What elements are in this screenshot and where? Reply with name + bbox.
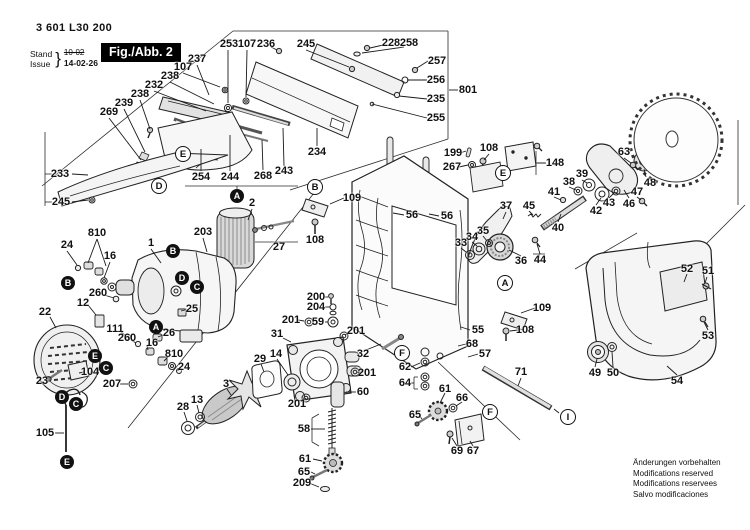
part-label-58: 58 <box>297 423 311 435</box>
part-label-3: 3 <box>222 378 230 390</box>
part-label-801: 801 <box>458 84 478 96</box>
part-label-200: 200 <box>306 291 326 303</box>
part-label-28: 28 <box>176 401 190 413</box>
part-label-52: 52 <box>680 263 694 275</box>
part-label-267: 267 <box>442 161 462 173</box>
part-label-244: 244 <box>220 171 240 183</box>
part-label-57: 57 <box>478 348 492 360</box>
leader-line <box>72 174 88 175</box>
part-label-2: 2 <box>248 197 256 209</box>
ref-badge-F-outline: F <box>482 404 498 420</box>
ref-badge-E-outline: E <box>175 146 191 162</box>
part-label-54: 54 <box>670 375 684 387</box>
part-label-260: 260 <box>117 332 137 344</box>
part-label-258: 258 <box>399 37 419 49</box>
part-label-257: 257 <box>427 55 447 67</box>
part-label-56: 56 <box>440 210 454 222</box>
part-label-71: 71 <box>514 366 528 378</box>
part-label-254: 254 <box>191 171 211 183</box>
part-label-268: 268 <box>253 170 273 182</box>
part-label-41: 41 <box>547 186 561 198</box>
part-label-107: 107 <box>173 61 193 73</box>
leader-line <box>262 140 263 170</box>
leader-line <box>109 118 141 160</box>
part-label-51: 51 <box>701 265 715 277</box>
ref-badge-E-outline: E <box>495 165 511 181</box>
saw-blade <box>630 94 722 186</box>
part-label-12: 12 <box>76 297 90 309</box>
part-label-104: 104 <box>80 366 100 378</box>
leader-line <box>88 305 96 315</box>
ref-badge-B-outline: B <box>307 179 323 195</box>
part-label-65: 65 <box>297 466 311 478</box>
part-label-49: 49 <box>588 367 602 379</box>
part-label-109: 109 <box>532 302 552 314</box>
part-label-201: 201 <box>346 325 366 337</box>
part-label-253: 253 <box>219 38 239 50</box>
part-label-14: 14 <box>269 348 283 360</box>
part-label-109: 109 <box>342 192 362 204</box>
part-label-68: 68 <box>465 338 479 350</box>
ref-badge-I-outline: I <box>560 409 576 425</box>
leader-line <box>554 409 559 413</box>
stamp-dates <box>64 48 98 69</box>
part-label-243: 243 <box>274 165 294 177</box>
part-label-69: 69 <box>450 445 464 457</box>
part-label-108: 108 <box>515 324 535 336</box>
part-label-26: 26 <box>162 327 176 339</box>
part-label-201: 201 <box>357 367 377 379</box>
part-label-61: 61 <box>298 453 312 465</box>
figure-number-box: Fig./Abb. 2 <box>101 43 181 62</box>
part-label-245: 245 <box>296 38 316 50</box>
stamp-labels <box>30 49 52 69</box>
part-label-31: 31 <box>270 328 284 340</box>
part-label-16: 16 <box>103 250 117 262</box>
part-label-255: 255 <box>426 112 446 124</box>
ref-badge-D-outline: D <box>151 178 167 194</box>
issue-date: 14-02-26 <box>63 58 98 68</box>
part-label-32: 32 <box>356 348 370 360</box>
ref-badge-B-filled: B <box>166 244 180 258</box>
part-label-45: 45 <box>522 200 536 212</box>
leader-line <box>468 354 478 357</box>
part-label-810: 810 <box>87 227 107 239</box>
revision-stamp <box>30 48 98 69</box>
part-label-239: 239 <box>114 97 134 109</box>
ref-badge-E-filled: E <box>88 349 102 363</box>
part-label-256: 256 <box>426 74 446 86</box>
part-label-13: 13 <box>190 394 204 406</box>
part-label-207: 207 <box>102 378 122 390</box>
part-label-36: 36 <box>514 255 528 267</box>
notice-line-fr: Modifications reservees <box>633 479 718 488</box>
part-label-24: 24 <box>60 239 74 251</box>
part-label-55: 55 <box>471 324 485 336</box>
part-label-44: 44 <box>533 254 547 266</box>
part-label-38: 38 <box>562 176 576 188</box>
blade-guard-assembly <box>586 241 716 380</box>
part-label-235: 235 <box>426 93 446 105</box>
ref-badge-C-filled: C <box>69 397 83 411</box>
leader-line <box>203 238 207 252</box>
ref-badge-D-filled: D <box>175 271 189 285</box>
part-label-23: 23 <box>35 375 49 387</box>
part-label-111: 111 <box>106 323 124 335</box>
part-label-204: 204 <box>306 301 326 313</box>
part-label-269: 269 <box>99 106 119 118</box>
part-label-199: 199 <box>443 147 463 159</box>
part-label-50: 50 <box>606 367 620 379</box>
part-label-47: 47 <box>630 186 644 198</box>
leader-line <box>311 472 315 474</box>
part-label-232: 232 <box>144 79 164 91</box>
ref-badge-B-filled: B <box>61 276 75 290</box>
modifications-notice <box>633 458 721 500</box>
leader-line <box>197 405 199 413</box>
leader-line <box>283 338 291 342</box>
part-label-62: 62 <box>398 361 412 373</box>
ref-badge-C-filled: C <box>99 361 113 375</box>
part-label-245: 245 <box>51 196 71 208</box>
part-label-237: 237 <box>187 53 207 65</box>
part-label-64: 64 <box>398 377 412 389</box>
part-label-33: 33 <box>454 237 468 249</box>
part-label-105: 105 <box>35 427 55 439</box>
old-date: 10-02 <box>63 48 85 57</box>
leader-line <box>283 128 284 166</box>
part-label-24: 24 <box>177 361 191 373</box>
issue-label: Issue <box>30 58 51 69</box>
ref-badge-E-filled: E <box>60 455 74 469</box>
part-label-40: 40 <box>551 222 565 234</box>
part-label-810: 810 <box>164 348 184 360</box>
part-label-43: 43 <box>602 197 616 209</box>
part-label-238: 238 <box>130 88 150 100</box>
part-label-67: 67 <box>466 445 480 457</box>
stamp-brace: } <box>55 48 61 68</box>
part-label-35: 35 <box>476 225 490 237</box>
part-label-25: 25 <box>185 303 199 315</box>
leader-line <box>184 412 187 421</box>
part-label-48: 48 <box>643 177 657 189</box>
leader-line <box>518 378 521 386</box>
notice-line-de: Änderungen vorbehalten <box>633 458 721 467</box>
part-label-16: 16 <box>145 337 159 349</box>
part-label-61: 61 <box>438 383 452 395</box>
leader-line <box>484 154 489 160</box>
part-label-203: 203 <box>193 226 213 238</box>
leader-line <box>88 239 97 263</box>
part-label-148: 148 <box>545 157 565 169</box>
part-label-34: 34 <box>465 231 479 243</box>
part-label-228: 228 <box>381 37 401 49</box>
ref-badge-A-filled: A <box>149 320 163 334</box>
part-label-234: 234 <box>307 146 327 158</box>
part-label-60: 60 <box>356 386 370 398</box>
document-part-number: 3 601 L30 200 <box>36 22 113 34</box>
part-label-46: 46 <box>622 198 636 210</box>
part-label-65: 65 <box>408 409 422 421</box>
part-label-22: 22 <box>38 306 52 318</box>
part-label-107: 107 <box>237 38 257 50</box>
leader-line <box>399 96 427 99</box>
part-label-27: 27 <box>272 241 286 253</box>
part-label-39: 39 <box>575 168 589 180</box>
stand-label: Stand <box>30 48 53 59</box>
part-label-260: 260 <box>88 287 108 299</box>
leader-line <box>197 65 209 95</box>
leader-line <box>50 317 56 328</box>
ref-badge-F-outline: F <box>394 345 410 361</box>
ref-badge-C-filled: C <box>190 280 204 294</box>
leader-line <box>417 61 428 68</box>
leader-line <box>67 251 77 265</box>
part-label-42: 42 <box>589 205 603 217</box>
notice-line-es: Salvo modificaciones <box>633 489 709 499</box>
part-label-37: 37 <box>499 200 513 212</box>
part-label-201: 201 <box>287 398 307 410</box>
part-label-108: 108 <box>479 142 499 154</box>
part-label-236: 236 <box>256 38 276 50</box>
part-label-63: 63 <box>617 146 631 158</box>
part-label-56: 56 <box>405 209 419 221</box>
part-label-201: 201 <box>281 314 301 326</box>
leader-line <box>104 262 110 278</box>
leader-line <box>313 459 322 461</box>
part-label-238: 238 <box>160 70 180 82</box>
part-label-59: 59 <box>311 316 325 328</box>
part-label-66: 66 <box>455 392 469 404</box>
leader-line <box>372 104 427 118</box>
part-label-1: 1 <box>147 237 155 249</box>
leader-line <box>124 109 145 152</box>
ref-badge-A-filled: A <box>230 189 244 203</box>
part-label-29: 29 <box>253 353 267 365</box>
part-label-233: 233 <box>50 168 70 180</box>
ref-badge-D-filled: D <box>55 390 69 404</box>
ref-badge-A-outline: A <box>497 275 513 291</box>
notice-line-en: Modifications reserved <box>633 468 714 478</box>
part-label-53: 53 <box>701 330 715 342</box>
part-label-209: 209 <box>292 477 312 489</box>
part-label-108: 108 <box>305 234 325 246</box>
leader-line <box>140 100 150 129</box>
